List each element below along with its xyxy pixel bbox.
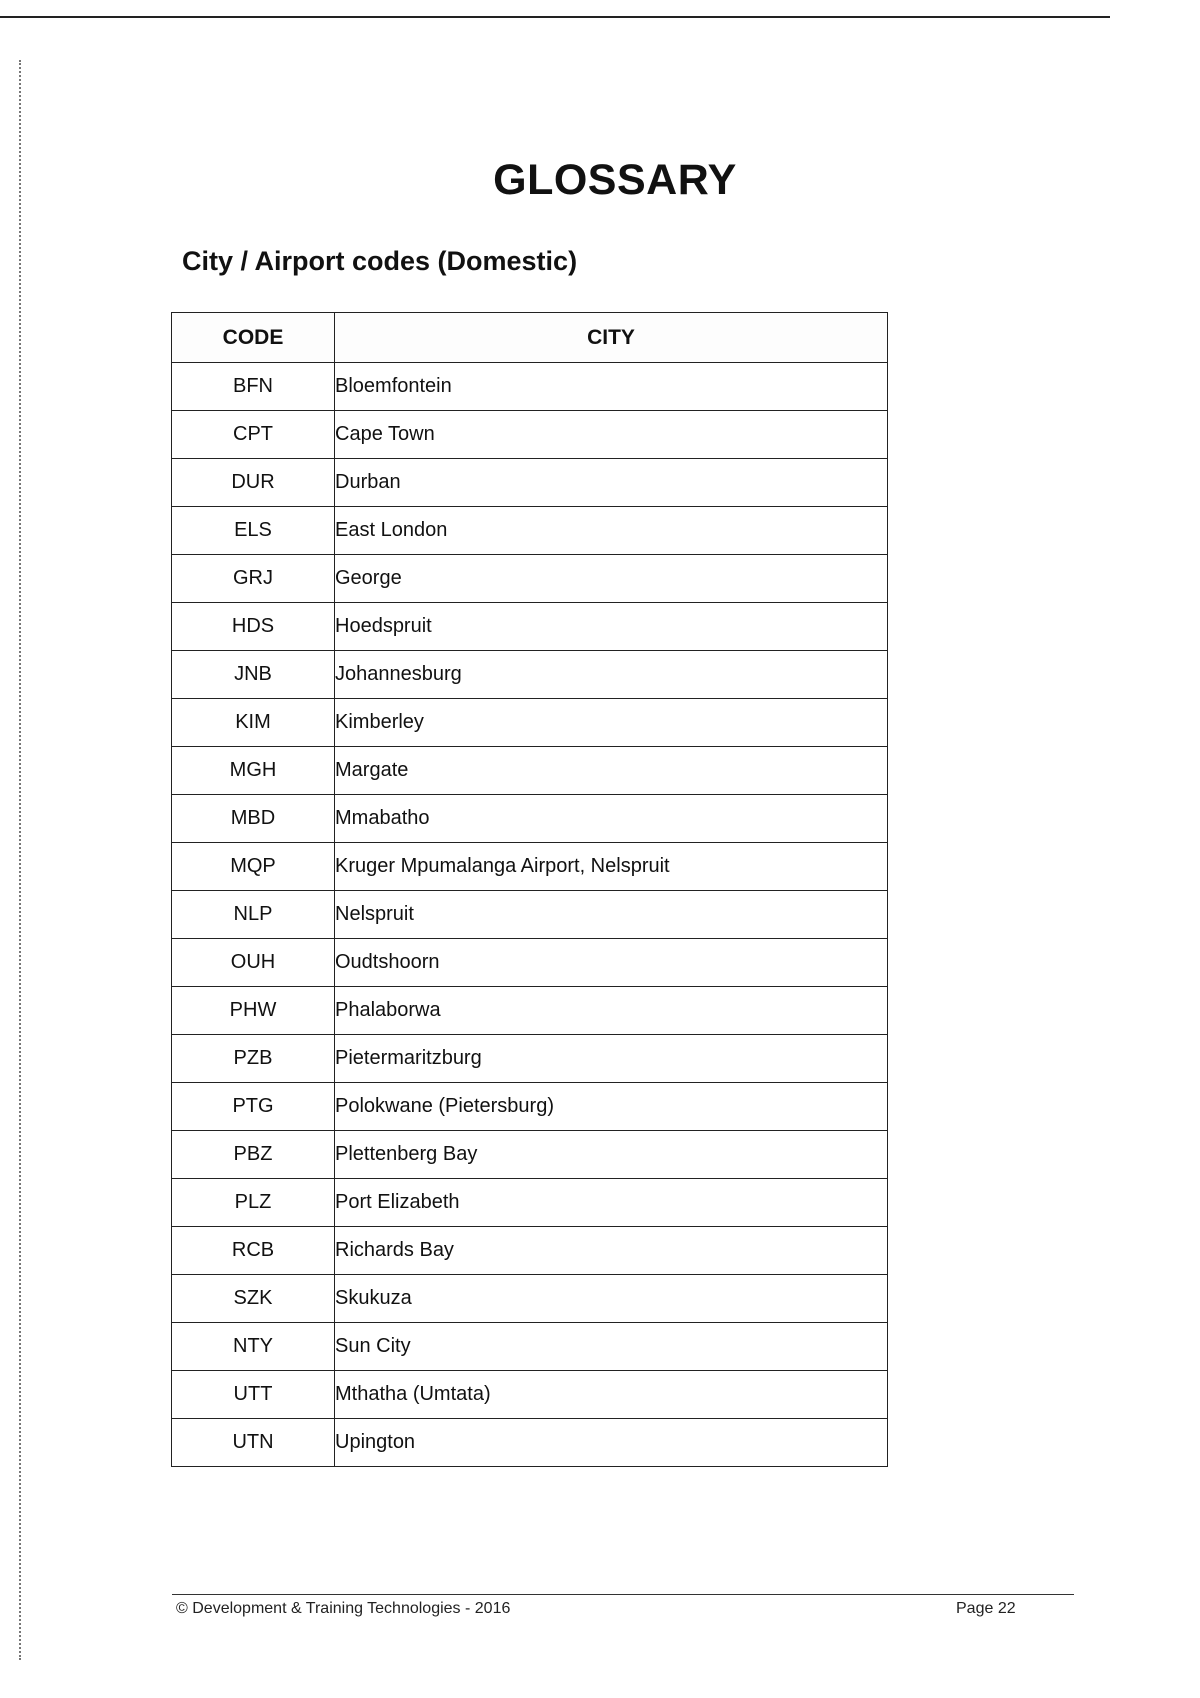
city-name-cell: Skukuza — [335, 1275, 888, 1323]
airport-code-cell: JNB — [172, 651, 335, 699]
airport-code-cell: SZK — [172, 1275, 335, 1323]
city-name-cell: Bloemfontein — [335, 363, 888, 411]
footer-copyright: © Development & Training Technologies - 2016 — [176, 1600, 511, 1617]
table-row — [172, 411, 888, 459]
table-row — [172, 987, 888, 1035]
table-row — [172, 507, 888, 555]
table-row — [172, 651, 888, 699]
airport-codes-table — [171, 312, 888, 1467]
city-name-cell: Plettenberg Bay — [335, 1131, 888, 1179]
table-row — [172, 1035, 888, 1083]
airport-code-cell: UTT — [172, 1371, 335, 1419]
table-row — [172, 555, 888, 603]
footer-page-number: Page 22 — [956, 1600, 1016, 1617]
city-name-cell: Upington — [335, 1419, 888, 1467]
table-row — [172, 843, 888, 891]
table-row — [172, 363, 888, 411]
city-name-cell: Pietermaritzburg — [335, 1035, 888, 1083]
table-row — [172, 1227, 888, 1275]
airport-code-cell: PZB — [172, 1035, 335, 1083]
airport-code-cell: ELS — [172, 507, 335, 555]
airport-code-cell: DUR — [172, 459, 335, 507]
footer-divider — [172, 1594, 1074, 1595]
airport-code-cell: PTG — [172, 1083, 335, 1131]
airport-code-cell: PHW — [172, 987, 335, 1035]
scan-left-edge — [19, 60, 21, 1660]
city-name-cell: Polokwane (Pietersburg) — [335, 1083, 888, 1131]
airport-code-cell: MBD — [172, 795, 335, 843]
city-name-cell: Kimberley — [335, 699, 888, 747]
city-name-cell: Johannesburg — [335, 651, 888, 699]
table-row — [172, 1275, 888, 1323]
airport-code-cell: RCB — [172, 1227, 335, 1275]
airport-code-cell: CPT — [172, 411, 335, 459]
city-name-cell: Sun City — [335, 1323, 888, 1371]
airport-code-cell: NTY — [172, 1323, 335, 1371]
city-name-cell: Nelspruit — [335, 891, 888, 939]
airport-code-cell: MQP — [172, 843, 335, 891]
airport-codes-table-container — [171, 312, 887, 1467]
airport-code-cell: PLZ — [172, 1179, 335, 1227]
city-name-cell: East London — [335, 507, 888, 555]
column-header-city: CITY — [335, 313, 888, 363]
table-row — [172, 891, 888, 939]
airport-code-cell: HDS — [172, 603, 335, 651]
table-row — [172, 1179, 888, 1227]
city-name-cell: Oudtshoorn — [335, 939, 888, 987]
city-name-cell: Port Elizabeth — [335, 1179, 888, 1227]
airport-code-cell: OUH — [172, 939, 335, 987]
column-header-code: CODE — [172, 313, 335, 363]
city-name-cell: Hoedspruit — [335, 603, 888, 651]
airport-code-cell: UTN — [172, 1419, 335, 1467]
table-row — [172, 1083, 888, 1131]
table-row — [172, 795, 888, 843]
city-name-cell: Mthatha (Umtata) — [335, 1371, 888, 1419]
table-header-row — [172, 313, 888, 363]
page-title: GLOSSARY — [493, 156, 737, 204]
city-name-cell: George — [335, 555, 888, 603]
city-name-cell: Mmabatho — [335, 795, 888, 843]
airport-code-cell: NLP — [172, 891, 335, 939]
airport-code-cell: KIM — [172, 699, 335, 747]
airport-code-cell: PBZ — [172, 1131, 335, 1179]
city-name-cell: Durban — [335, 459, 888, 507]
table-row — [172, 747, 888, 795]
table-row — [172, 699, 888, 747]
table-row — [172, 1419, 888, 1467]
city-name-cell: Richards Bay — [335, 1227, 888, 1275]
table-body — [172, 363, 888, 1467]
city-name-cell: Cape Town — [335, 411, 888, 459]
airport-code-cell: MGH — [172, 747, 335, 795]
scan-top-border — [0, 16, 1110, 18]
table-row — [172, 1323, 888, 1371]
city-name-cell: Margate — [335, 747, 888, 795]
section-heading: City / Airport codes (Domestic) — [182, 246, 578, 276]
table-row — [172, 1371, 888, 1419]
airport-code-cell: GRJ — [172, 555, 335, 603]
city-name-cell: Kruger Mpumalanga Airport, Nelspruit — [335, 843, 888, 891]
airport-code-cell: BFN — [172, 363, 335, 411]
table-row — [172, 1131, 888, 1179]
table-row — [172, 939, 888, 987]
table-row — [172, 603, 888, 651]
city-name-cell: Phalaborwa — [335, 987, 888, 1035]
table-row — [172, 459, 888, 507]
